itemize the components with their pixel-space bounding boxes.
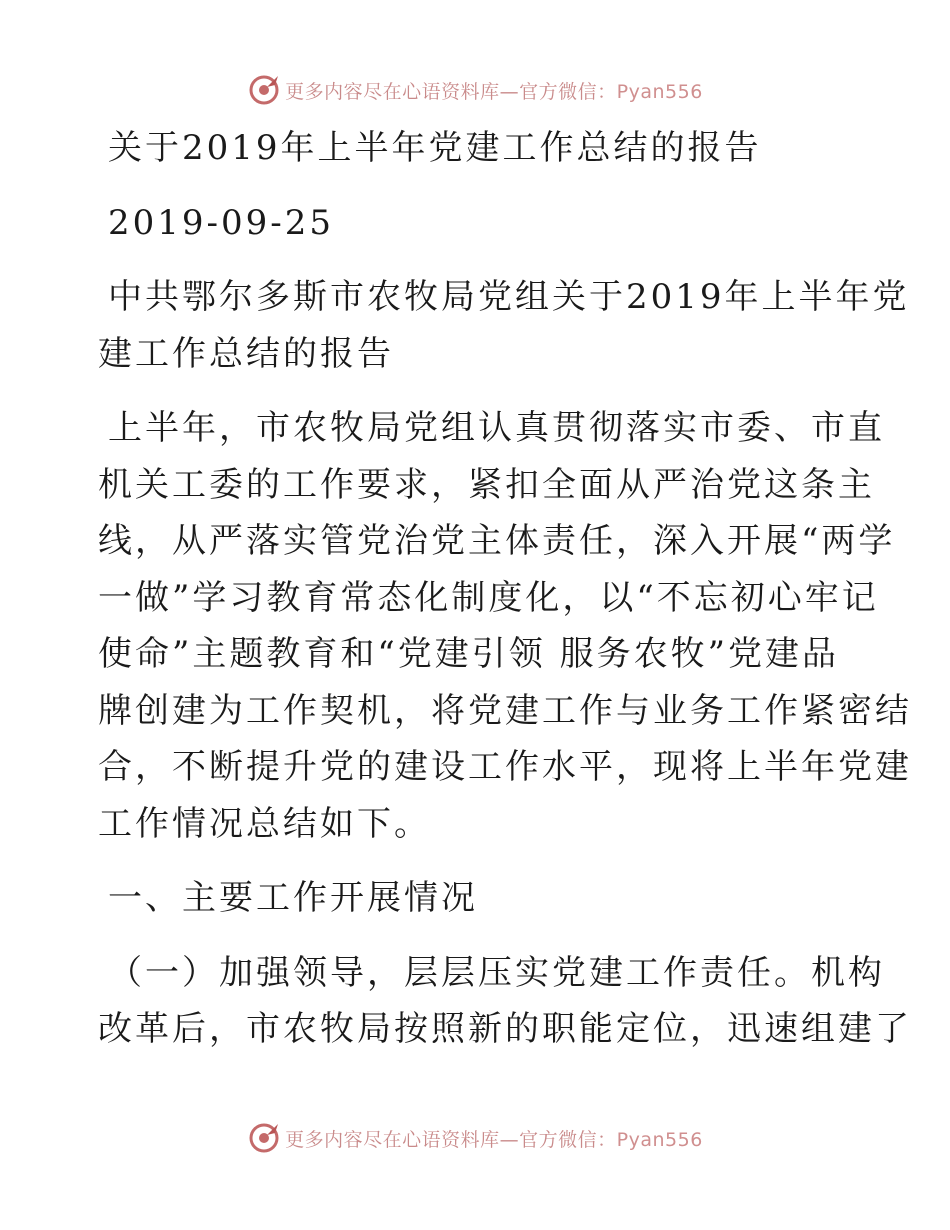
intro-paragraph [98, 400, 912, 852]
document-title: 关于2019年上半年党建工作总结的报告 [108, 128, 762, 168]
paragraph-line: （一）加强领导，层层压实党建工作责任。机构 [108, 952, 885, 993]
section-heading: 一、主要工作开展情况 [108, 878, 478, 918]
paragraph-line: 工作情况总结如下。 [98, 803, 431, 844]
paragraph-line: 线，从严落实管党治党主体责任，深入开展“两学 [98, 521, 896, 561]
document-date: 2019-09-25 [108, 202, 335, 243]
watermark-handle: Pyan556 [616, 1128, 703, 1151]
subtitle-line: 建工作总结的报告 [98, 333, 394, 374]
document-title-block [98, 120, 858, 177]
document-subtitle [98, 269, 910, 382]
quill-seal-icon [247, 1121, 281, 1155]
document-body [98, 120, 912, 1076]
paragraph-line: 上半年，市农牧局党组认真贯彻落实市委、市直 [108, 408, 885, 448]
watermark-label: 更多内容尽在心语资料库—官方微信： [285, 80, 617, 103]
watermark-label: 更多内容尽在心语资料库—官方微信： [285, 1128, 617, 1151]
watermark-text [285, 1125, 703, 1152]
footer-watermark [0, 1118, 950, 1158]
section-heading-block [98, 870, 858, 927]
section1-paragraph [98, 945, 912, 1058]
paragraph-line: 改革后，市农牧局按照新的职能定位，迅速组建了 [98, 1009, 912, 1049]
watermark-handle: Pyan556 [616, 80, 703, 103]
header-watermark [0, 70, 950, 110]
paragraph-line: 机关工委的工作要求，紧扣全面从严治党这条主 [98, 464, 875, 505]
paragraph-line: 使命”主题教育和“党建引领 服务农牧”党建品 [98, 634, 839, 674]
quill-seal-icon [247, 73, 281, 107]
subtitle-line: 中共鄂尔多斯市农牧局党组关于2019年上半年党 [108, 277, 910, 317]
watermark-text [285, 77, 703, 104]
paragraph-line: 一做”学习教育常态化制度化，以“不忘初心牢记 [98, 577, 879, 618]
paragraph-line: 合，不断提升党的建设工作水平，现将上半年党建 [98, 747, 912, 787]
paragraph-line: 牌创建为工作契机，将党建工作与业务工作紧密结 [98, 690, 912, 731]
document-date-block [98, 195, 858, 252]
